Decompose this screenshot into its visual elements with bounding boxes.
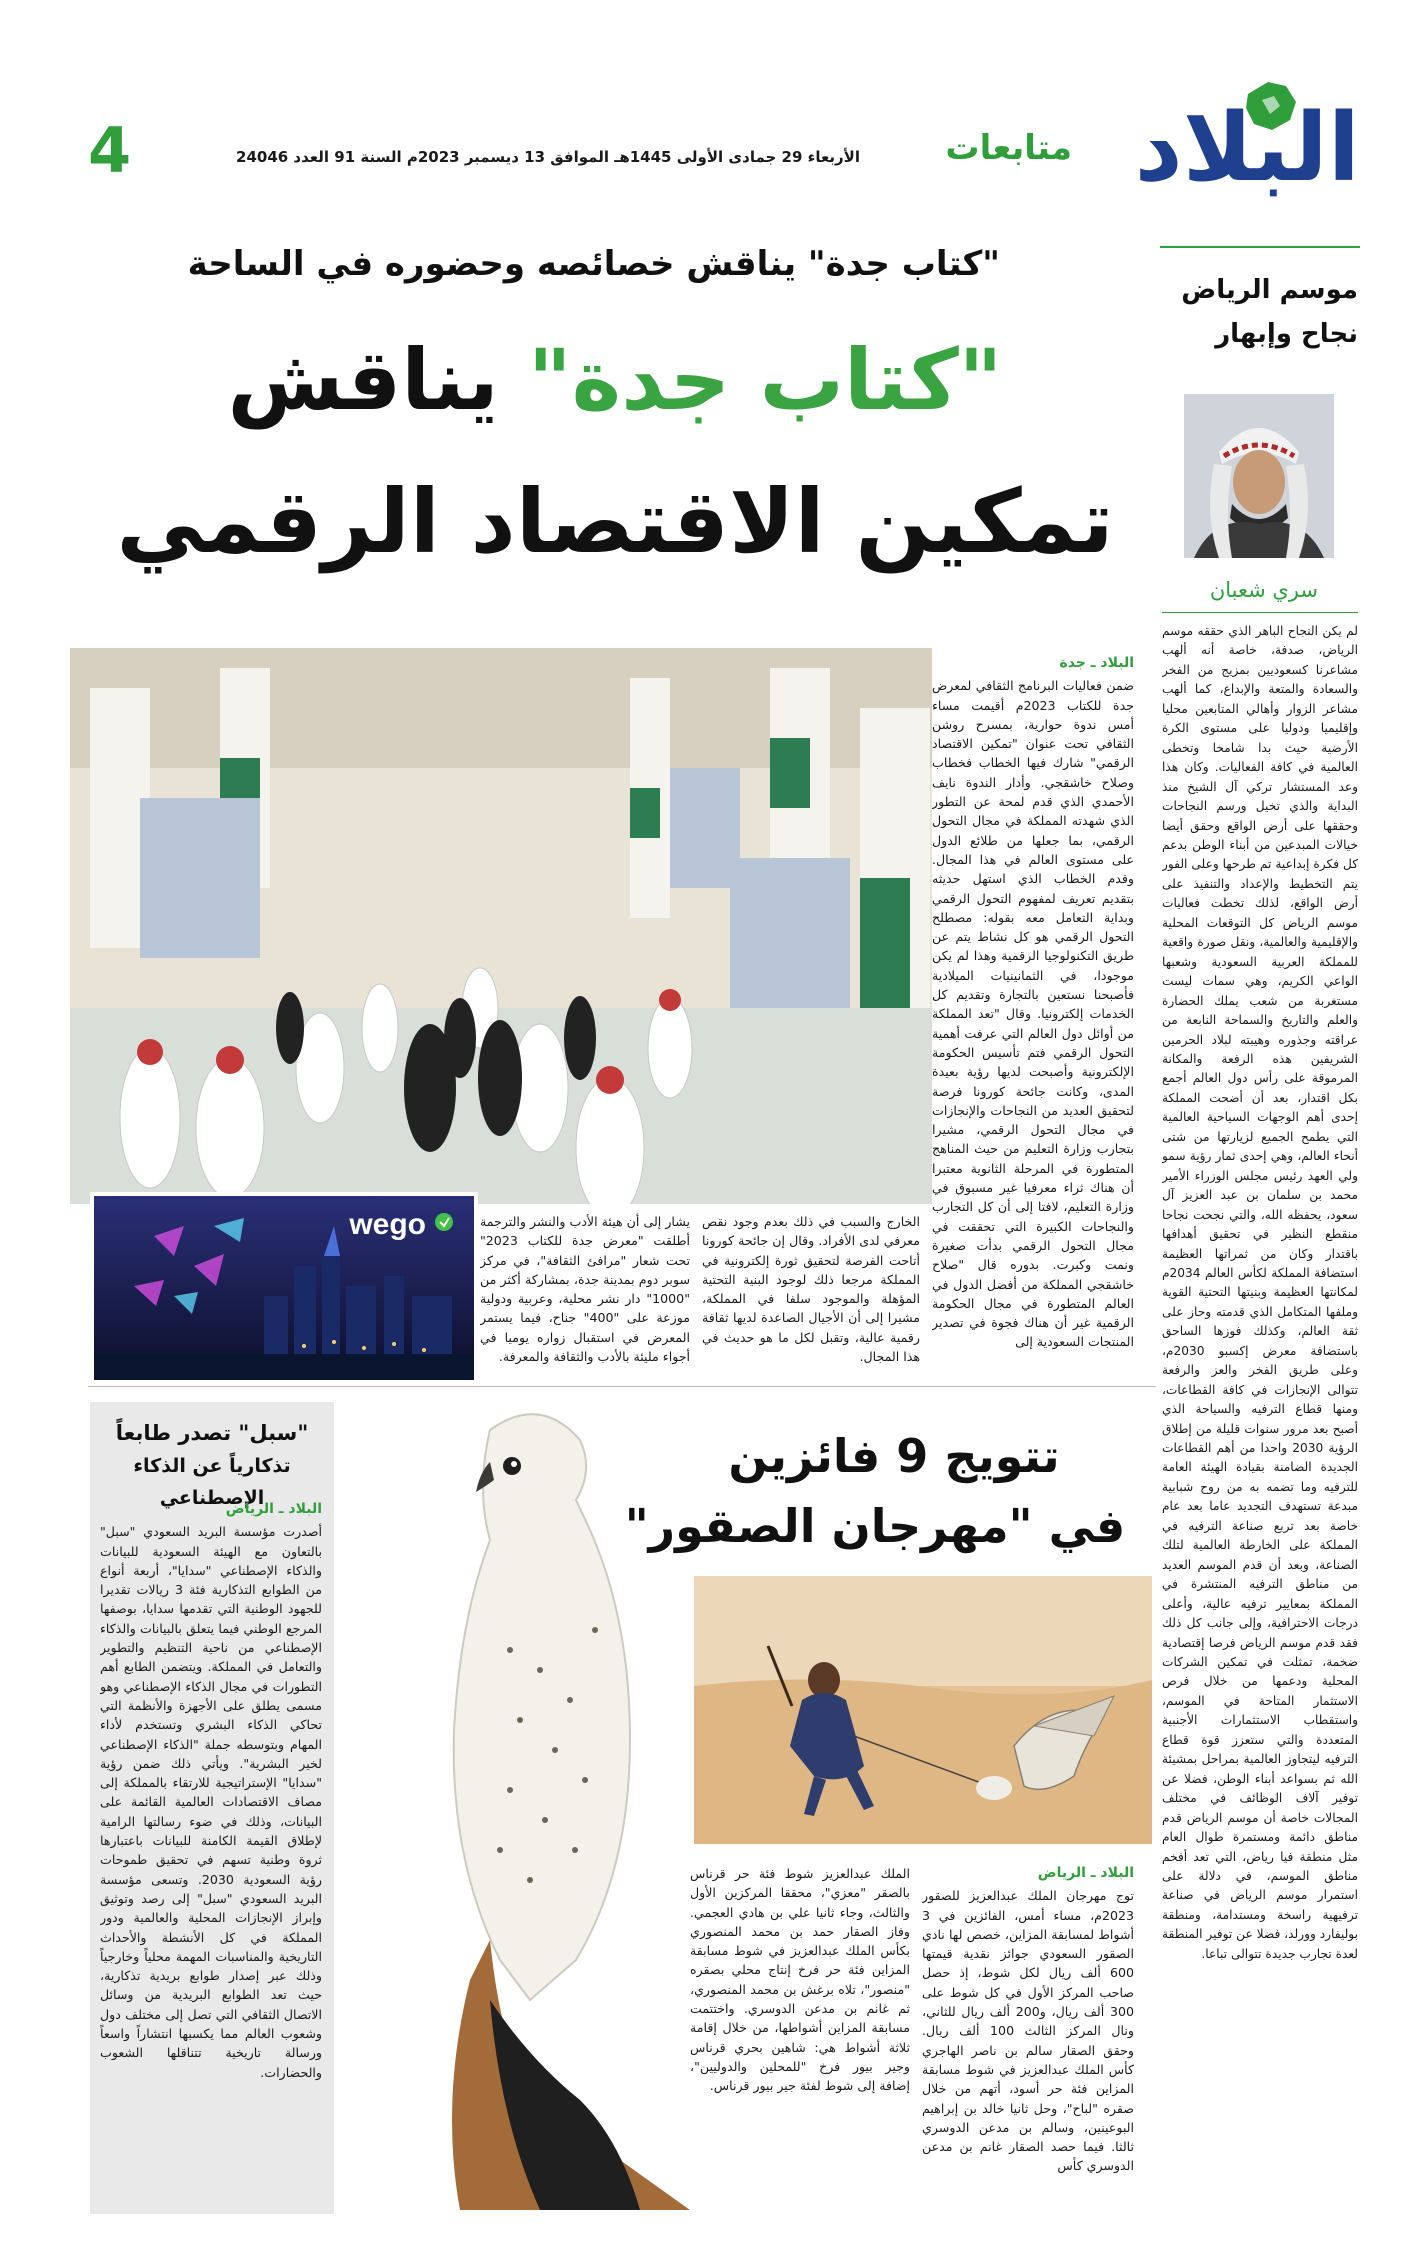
logo-text: البلاد [1134,94,1360,203]
masthead [0,0,1420,240]
sidebox-text: أصدرت مؤسسة البريد السعودي "سبل" بالتعاون مع الهيئة السعودية للبيانات والذكاء الإصطناعي "سدايا"، أربعة أنواع من الطوابع التذكارية فئة 3 ريالات تقديرا للجهود الوطنية التي تقدمها سدايا، بوصفها المرجع الوطني فيما يتعلق بالبيانات والذكاء الإصطناعي من ناحية التنظيم والتطوير والتعامل في المملكة. ويتضمن الطابع أهم التطورات في مجال الذكاء الإصطناعي وهو مسمى يطلق على الأجهزة والأنظمة التي تحاكي الذكاء البشري وتستخدم لأداء المهام وبتوسطه جملة "الذكاء الإصطناعي لخير البشرية". ويأتي ذلك ضمن رؤية "سدايا" الإستراتيجية للارتقاء بالمملكة إلى مصاف الاقتصادات العالمية القائمة على البيانات، وذلك في ضوء رسالتها الرامية لإطلاق القيمة الكامنة للبيانات باعتبارها ثروة وطنية تسهم في تحقيق طموحات رؤية السعودية 2030. وتسعى مؤسسة البريد السعودي "سبل" إلى رصد وتوثيق وإبراز الإنجازات المحلية والعالمية ودور المملكة في كل الأنشطة والأحداث التاريخية والمناسبات المهمة محلياً وخارجياً وذلك عبر إصدار طوابع بريدية تذكارية، حيث تعد الطوابع البريدية من وسائل الاتصال الثقافي التي تصل إلى مختلف دول وشعوب العالم مما يكسبها انتشاراً واسعاً ورسالة تاريخية تتناقلها الشعوب والحضارات. [100,1524,322,2080]
sidebox-title [90,1402,334,1514]
article1-headline-line2: تمكين الاقتصاد الرقمي [116,470,1114,573]
article2-headline-line2: في "مهرجان الصقور" [624,1499,1126,1553]
book-fair-photo [70,648,932,1204]
column-body: لم يكن النجاح الباهر الذي حققه موسم الرياض، صدفة، خاصة أنه ألهب مشاعرنا كسعوديين بمزيج من الفخر والسعادة والمتعة والإبداع، كما ألهب مشاعر الزوار وأهالي المتابعين محليا وإقليميا ودوليا على مستوى الكرة الأرضية حيث بدا شامخا وتخطى العالمية في كافة الفعاليات. وكان هذا وعد المستشار تركي آل الشيخ منذ البداية والذي تخيل ورسم النجاحات وحققها على أرض الواقع وحقق أيضا خيالات المبدعين من أبناء الوطن بدعم كل فكرة إبداعية تم طرحها وعلى الفور يتم التخطيط والإعداد والتنفيذ على أرض الواقع، لذلك تخطت فعاليات موسم الرياض كل التوقعات المحلية والإقليمية والعالمية، ونقل صورة واقعية للمملكة العربية السعودية وشعبها الواعي الكريم، وهي سمات ليست مستغربة من شعب يملك الحضارة والعلم والتاريخ والسماحة النابعة من عراقته وجذوره وهيبته لبلاد الحرمين الشريفين هذه الرفعة والمكانة المرموقة على رأس دول العالم أجمع بكل اقتدار، بعد أن أضحت المملكة إحدى أهم الوجهات السياحية العالمية التي يطمح الجميع لزيارتها من شتى أنحاء العالم، وهي إحدى ثمار رؤية سمو ولي العهد رئيس مجلس الوزراء الأمير محمد بن سلمان بن عبد العزيز آل سعود، يحفظه الله، والتي نجحت نجاحا منقطع النظير في تحقيق أهدافها باقتدار وكان من ثمراتها العظيمة استضافة المملكة لكأس العالم 2034م لمكانتها العظيمة وبنيتها التحتية القوية وملفها المتكامل الذي قدمته وحاز على ثقة العالم، وكذلك فوزها الساحق باستضافة معرض إكسبو 2030م، وعلى طريق الفخر والعز والرفعة تتوالى الإنجازات في كافة القطاعات، ومنها قطاع الترفيه والسياحة الذي أصبح بعد مرور سنوات قليلة من إطلاق الرؤية 2030 واحدا من أهم القطاعات الجديدة الضامنة بقيادة الهيئة العامة للترفيه وما تضمه به من روح شبابية مبدعة تستهدف التجديد عاما بعد عام خاصة بعد تربع صناعة الترفيه في المملكة على الخارطة العالمية لتلك الصناعة، وبعد أن قدم الموسم العديد من مناطق الترفيه المنتشرة في المملكة بمعايير ترفيه عالية، وأعلى درجات الاحترافية، وإلى جانب كل ذلك فقد قدم موسم الرياض فرصا إقتصادية ضخمة، تمثلت في تمكين الشركات المحلية ودعمها من خلال فرص الاستثمار المتاحة في الموسم، واستقطاب الاستثمارات الأجنبية المتعددة والتي ستعزز قوة قطاع الترفيه ليتجاوز العالمية بمراحل بمشيئة الله ثم بسواعد أبناء الوطن، فضلا عن توفير آلاف الوظائف في مختلف المجالات خاصة أن موسم الرياض قدم مناطق دائمة ومستمرة طوال العام مثل منطقة فيا رياض، التي تعد أفخم مناطق الموسم، في دلالة على استمرار موسم الرياض في صناعة ترفيهية راسخة ومستدامة، ومنطقة بوليفارد وورلد، فضلا عن توفير المنطقة لعدة تجارب جديدة تتوالى تباعا. [1162,624,1358,1961]
article2-col2: الملك عبدالعزيز شوط فئة حر قرناس بالصقر "معزي"، محققا المركزين الأول والثالث، وجاء ثانيا علي بن هادي العجمي. وفاز الصقار حمد بن محمد المنصوري بكأس الملك عبدالعزيز في شوط مسابقة المزاين فئة حر فرخ إنتاج محلي بصقره "منصور"، تلاه برغش بن محمد المنصوري، ثم غانم بن مدعن الدوسري. واختتمت مسابقة المزاين أشواطها، من خلال إقامة ثلاثة أشواط هي: شاهين بحري قرناس وجير بيور فرخ "للمحلين والدوليين"، إضافة إلى شوط لفئة جير بيور قرناس. [690,1866,910,2094]
sidebox-title-line1: "سبل" تصدر طابعاً [115,1421,309,1445]
article1-col3: يشار إلى أن هيئة الأدب والنشر والترجمة أطلقت "معرض جدة للكتاب 2023" تحت شعار "مرافئ الثقافة"، في مركز سوبر دوم بمدينة جدة، بمشاركة أكثر من "1000" دار نشر محلية، وعربية ودولية موزعة على "400" جناح، فيما يستمر المعرض في استقبال زواره يوميا في أجواء مليئة بالأدب والثقافة والمعرفة. [480,1214,690,1365]
column-title [1162,268,1358,356]
author-divider [1162,612,1358,613]
article1-byline: البلاد ـ جدة [1059,655,1134,671]
wego-advertisement[interactable] [90,1192,478,1384]
article2-col1 [922,1864,1134,2212]
article1-col1 [932,654,1134,1374]
masthead-divider [1160,246,1360,248]
column-title-line2: نجاح وإبهار [1215,319,1358,349]
article-divider [88,1386,1156,1387]
sidebox-byline: البلاد ـ الرياض [225,1501,322,1517]
article1-col2: الخارج والسبب في ذلك بعدم وجود نقص معرفي لدى الأفراد. وقال إن جائحة كورونا أتاحت الفرصة لتحقيق ثورة إلكترونية في المملكة مرجعا ذلك لوجود البنية التحتية المؤهلة والموجود سلفا في المملكة، مشيرا إلى أن الأجيال الصاعدة لديها ثقافة رقمية عالية، وتقبل لكل ما هو حديث في هذا المجال. [702,1214,920,1365]
article2-headline-line1: تتويج 9 فائزين [728,1429,1060,1483]
column-title-line1: موسم الرياض [1181,275,1358,305]
date-line: الأربعاء 29 جمادى الأولى 1445هـ الموافق 13 ديسمبر 2023م السنة 91 العدد 24046 [236,148,860,166]
section-title: متابعات [945,128,1072,168]
author-portrait-icon [1184,394,1334,558]
article2-col1-text: توج مهرجان الملك عبدالعزيز للصقور 2023م، مساء أمس، الفائزين في 3 أشواط لمسابقة المزاين، خصص لها نادي الصقور السعودي جوائز نقدية قيمتها 600 ألف ريال لكل شوط، إذ حصل صاحب المركز الأول في كل شوط على 300 ألف ريال، و200 ألف ريال للثاني، ونال المركز الثالث 100 ألف ريال. وحقق الصقار سالم بن ناصر الهاجري كأس الملك عبدالعزيز في شوط مسابقة المزاين فئة حر أسود، أتهم من خلال صقره "لباح"، وحل ثانيا خالد بن إبراهيم البوعينين، وسالم بن مدعن الدوسري ثالثا. فيما حصد الصقار غانم بن مدعن الدوسري كأس [922,1888,1134,2174]
article1-col1-text: ضمن فعاليات البرنامج الثقافي لمعرض جدة للكتاب 2023م أقيمت مساء أمس ندوة حوارية، بمسرح روشن الثقافي تحت عنوان "تمكين الاقتصاد الرقمي" شارك فيها الخطاب فخطاب وصلاح خاشقجي. وأدار الندوة نايف الأحمدي الذي قدم لمحة عن التطور الذي شهدته المملكة في مجال التحول الرقمي، بما جعلها من طلائع الدول على مستوى العالم في هذا المجال. وقدم الخطاب الذي استهل حديثه بتقديم تعريف لمفهوم التحول الرقمي وبداية التعامل معه بقوله: مصطلح التحول الرقمي هو كل نشاط يتم عن طريق التكنولوجيا الرقمية وهذا لم يكن موجودا، في الثمانينيات الميلادية فأصبحنا نستعين بالتجارة وتقديم كل الخدمات إلكترونيا. وقال "تعد المملكة من أوائل دول العالم التي عرفت أهمية التحول الرقمي فتم تأسيس الحكومة الإلكترونية وأصبحت لديها رؤية بعيدة المدى، وكانت جائحة كورونا فرصة لتحقيق العديد من النجاحات والإنجازات في مجال التحول الرقمي، مشيرا بتجارب وزارة التعليم من حيث المناهج المتطورة في المرحلة الثانوية معتبرا أن هناك ثراء معرفيا غير مسبوق في وزارة التعليم، لافتا إلى أن كل التجارب والنجاحات الكبيرة التي تحققت في مجال التحول الرقمي بدأت صغيرة ونمت وكبرت. بدوره قال "صلاح خاشقجي المملكة من أفضل الدول في العالم المتطورة في مجال الحكومة الرقمية غير أن هناك فجوة في تصدير المنتجات السعودية إلى [932,678,1134,1350]
headline-highlight: "كتاب جدة" [527,331,1003,429]
crowd-illustration-icon [70,648,932,1204]
ad-brand: wego [349,1208,426,1241]
article1-headline-line1 [180,330,1050,430]
headline-verb: يناقش [227,331,499,429]
article2-byline: البلاد ـ الرياض [1037,1865,1134,1881]
column-author: سري شعبان [1209,578,1318,602]
opinion-column [1162,268,1358,2168]
desert-falconer-icon [694,1576,1152,1844]
sidebox [90,1402,334,2214]
page-number: 4 [88,114,132,187]
sidebox-title-line2: تذكارياً عن الذكاء الإصطناعي [133,1455,291,1509]
newspaper-logo [1130,84,1360,204]
article1-kicker: "كتاب جدة" يناقش خصائصه وحضوره في الساحة [187,244,1000,284]
falcon-desert-photo [694,1576,1152,1844]
sidebox-body [100,1500,322,2206]
author-photo [1184,394,1334,558]
